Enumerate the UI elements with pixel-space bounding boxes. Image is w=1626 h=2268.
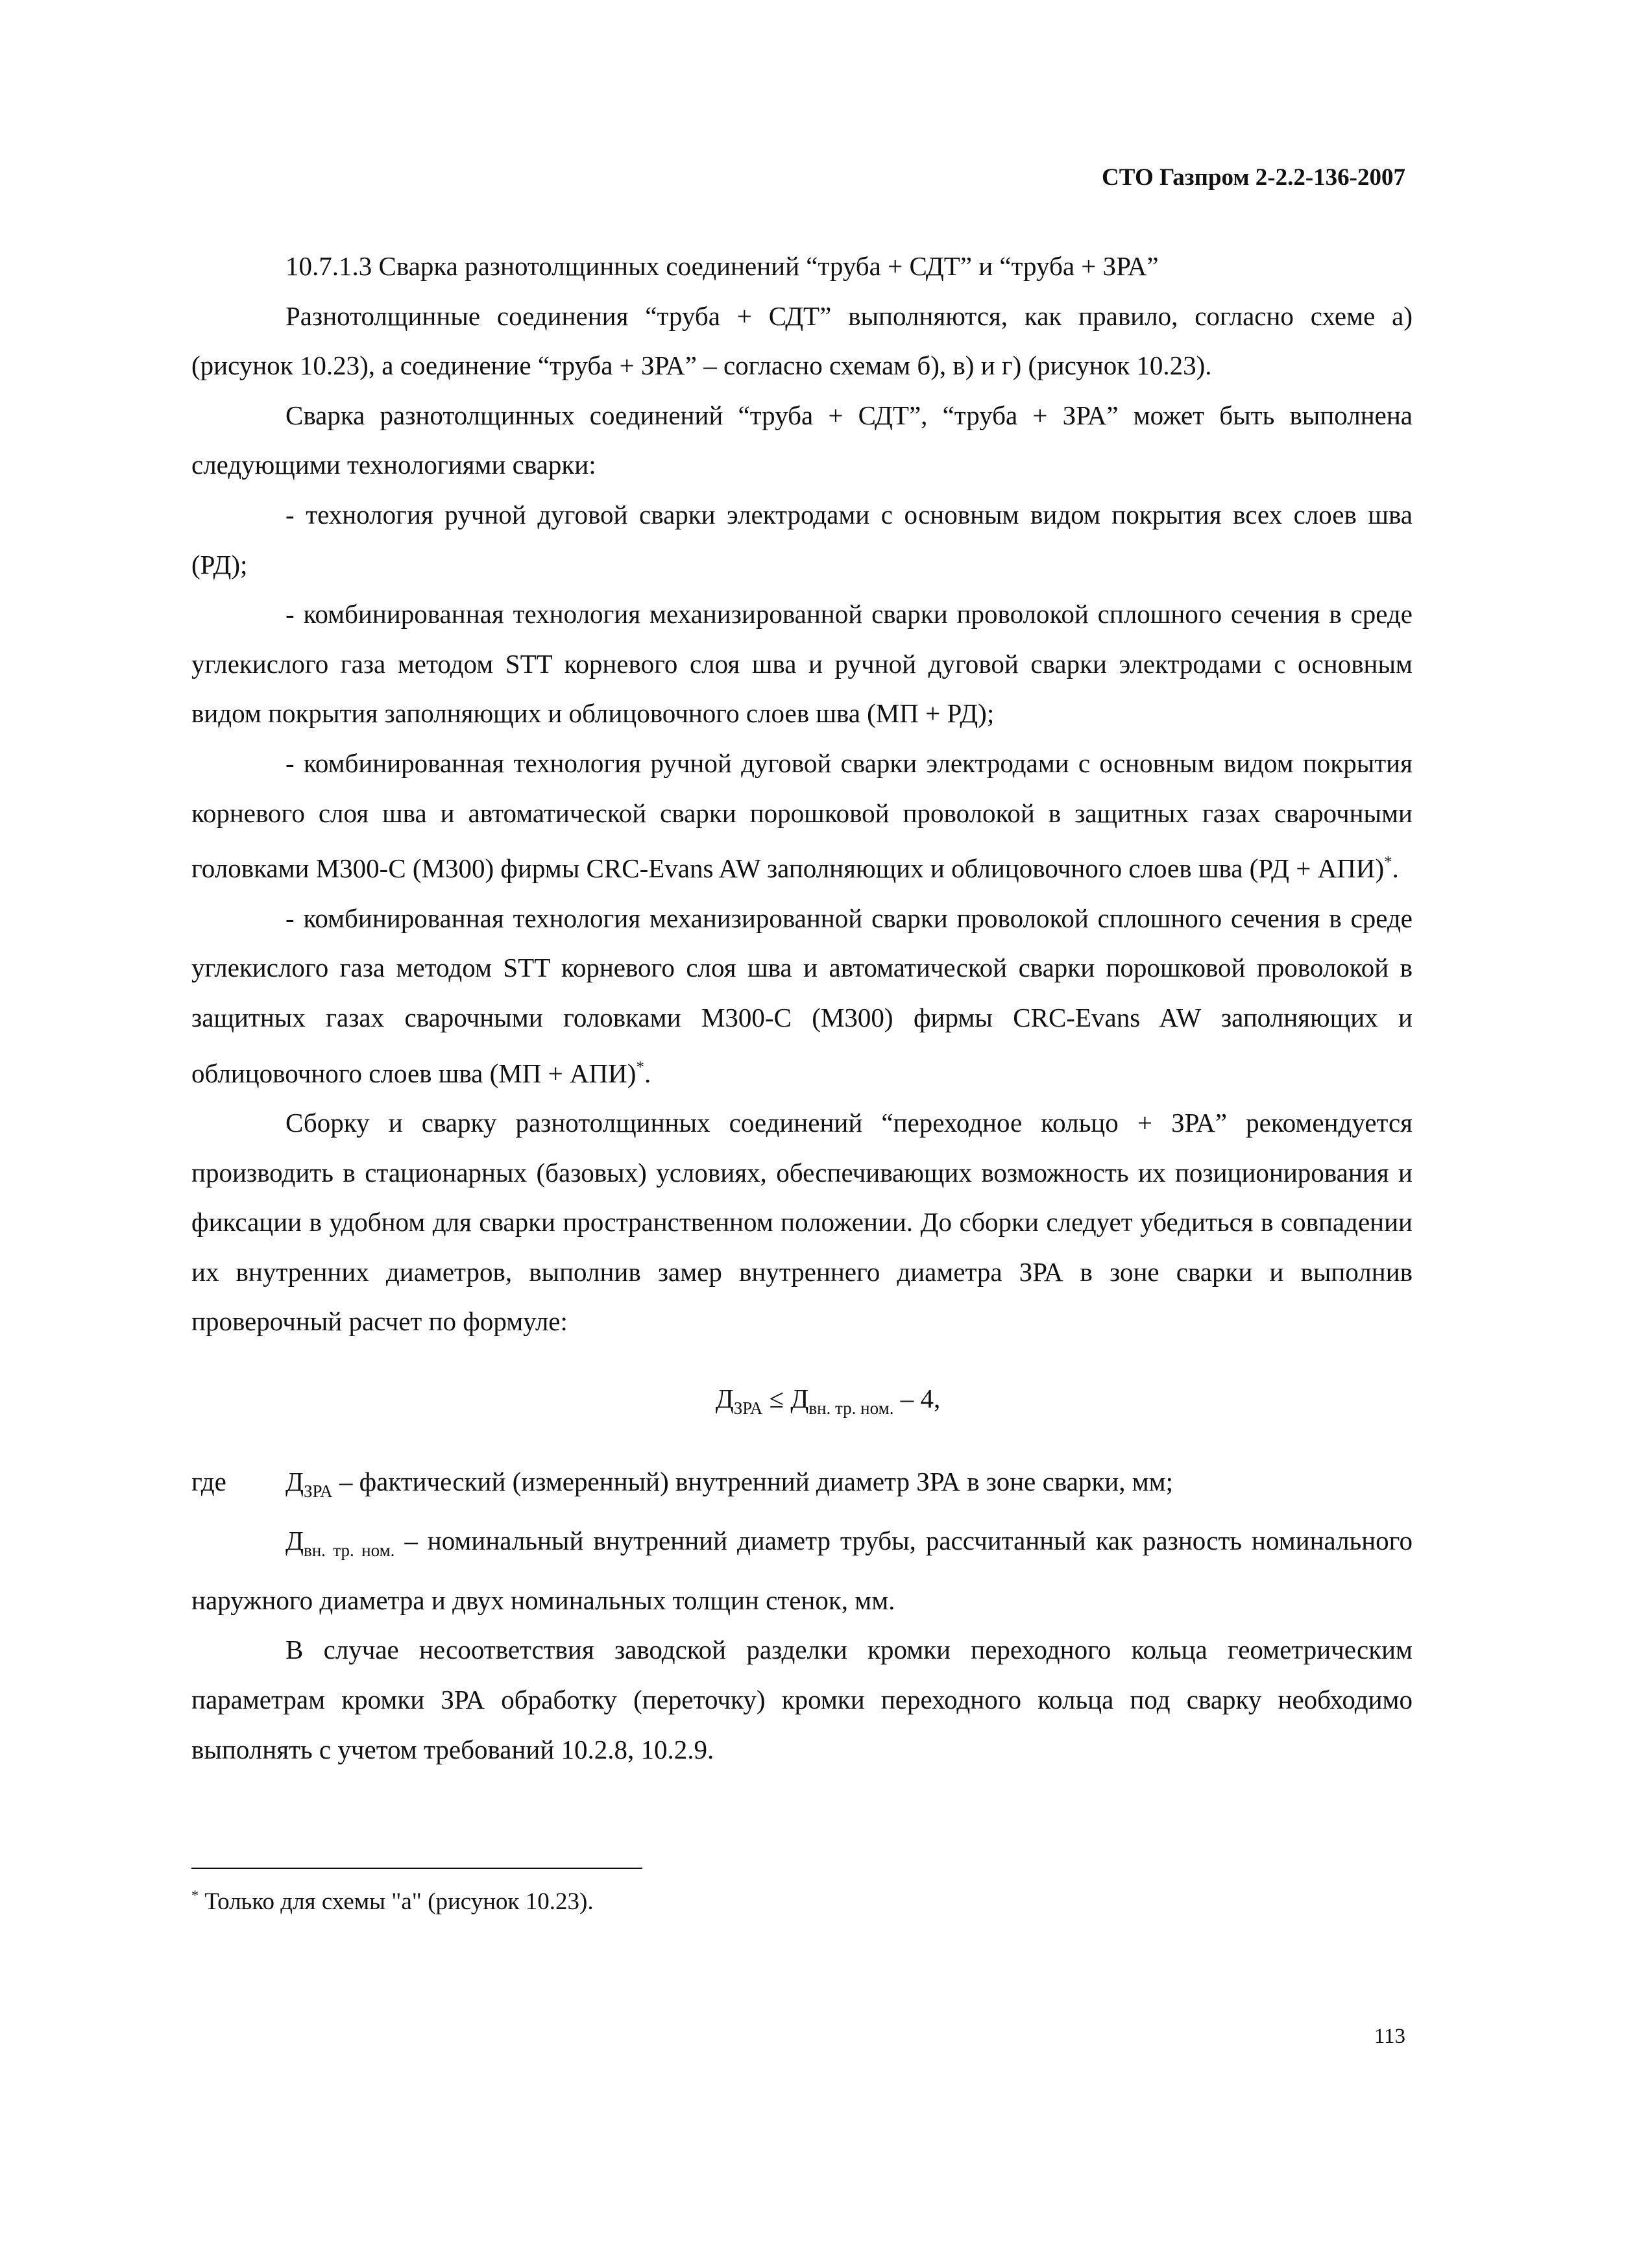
definition-desc: – номинальный внутренний диаметр трубы, рассчитанный как разность номинального наружного диаметра и двух номинальных толщин стенок, мм.	[191, 1526, 1413, 1615]
where-label: где	[191, 1466, 226, 1496]
footnote-text: Только для схемы "а" (рисунок 10.23).	[199, 1888, 594, 1915]
list-item-text: - комбинированная технология ручной дуговой сварки электродами с основным видом покрытия корневого слоя шва и автоматической сварки порошковой проволокой в защитных газах сварочными головками М300-С (М300) фирмы CRC-Evans AW заполняющих и облицовочного слоев шва (РД + АПИ)	[191, 748, 1413, 884]
footnote-mark: *	[636, 1058, 644, 1076]
paragraph: Разнотолщинные соединения “труба + СДТ” выполняются, как правило, согласно схеме а) (рисунок 10.23), а соединение “труба + ЗРА” – согласно схемам б), в) и г) (рисунок 10.23).	[191, 300, 1413, 381]
footnote-mark: *	[191, 1887, 199, 1903]
paragraph: Сборку и сварку разнотолщинных соединений “переходное кольцо + ЗРА” рекомендуется производить в стационарных (базовых) условиях, обеспечивающих возможность их позиционирования и фиксации в удобном для сварки пространственном положении. До сборки следует убедиться в совпадении их внутренних диаметров, выполнив замер внутреннего диаметра ЗРА в зоне сварки и выполнив проверочный расчет по формуле:	[191, 1108, 1413, 1337]
definition-row	[191, 1457, 1413, 1517]
definition-symbol: Д	[285, 1466, 304, 1496]
formula-rhs-subscript: вн. тр. ном.	[808, 1398, 894, 1419]
formula	[191, 1374, 1413, 1433]
document-body	[191, 241, 1413, 1774]
sentence-end: .	[1392, 853, 1399, 884]
sentence-end: .	[644, 1058, 651, 1088]
formula-relation: ≤ Д	[762, 1384, 809, 1414]
formula-lhs: Д	[715, 1384, 734, 1414]
definition-subscript: вн. тр. ном.	[303, 1541, 395, 1561]
formula-lhs-subscript: ЗРА	[733, 1398, 763, 1419]
paragraph: В случае несоответствия заводской разделки кромки переходного кольца геометрическим параметрам кромки ЗРА обработку (переточку) кромки переходного кольца под сварку необходимо выполнять с учетом требований 10.2.8, 10.2.9.	[191, 1635, 1413, 1764]
footnote-divider	[191, 1868, 642, 1869]
list-item-rd-api	[191, 738, 1413, 894]
footnote-mark: *	[1384, 853, 1392, 872]
definition-subscript: ЗРА	[303, 1481, 333, 1501]
list-item-mp-api	[191, 894, 1413, 1098]
definition-desc: – фактический (измеренный) внутренний диаметр ЗРА в зоне сварки, мм;	[332, 1466, 1173, 1496]
list-item-mp-rd: - комбинированная технология механизированной сварки проволокой сплошного сечения в среде углекислого газа методом STT корневого слоя шва и ручной дуговой сварки электродами с основным видом покрытия заполняющих и облицовочного слоев шва (МП + РД);	[191, 599, 1413, 729]
list-item-rd: - технология ручной дуговой сварки электродами с основным видом покрытия всех слоев шва (РД);	[191, 499, 1413, 579]
section-heading: 10.7.1.3 Сварка разнотолщинных соединений “труба + СДТ” и “труба + ЗРА”	[285, 251, 1159, 281]
list-item-text: - комбинированная технология механизированной сварки проволокой сплошного сечения в среде углекислого газа методом STT корневого слоя шва и автоматической сварки порошковой проволокой в защитных газах сварочными головками М300-С (М300) фирмы CRC-Evans AW заполняющих и облицовочного слоев шва (МП + АПИ)	[191, 903, 1413, 1088]
formula-tail: – 4,	[893, 1384, 941, 1414]
definition-paragraph	[191, 1516, 1413, 1625]
definition-symbol: Д	[285, 1526, 304, 1556]
paragraph: Сварка разнотолщинных соединений “труба + СДТ”, “труба + ЗРА” может быть выполнена следующими технологиями сварки:	[191, 400, 1413, 480]
page-number: 113	[1374, 2025, 1405, 2048]
footnote	[191, 1887, 594, 1916]
document-id-header: СТО Газпром 2-2.2-136-2007	[1102, 164, 1405, 191]
definition-text	[285, 1457, 1413, 1517]
